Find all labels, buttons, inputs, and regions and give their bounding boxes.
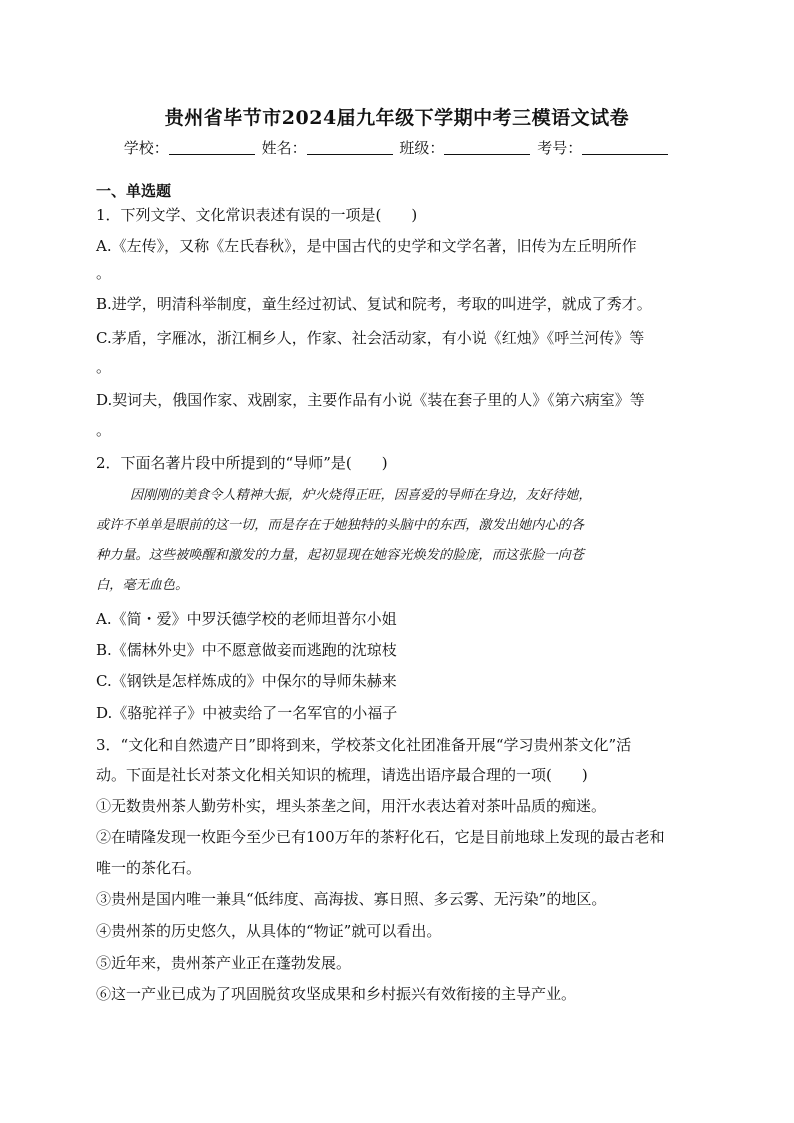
- q2-passage-line-4: 白，毫无血色。: [96, 578, 189, 593]
- q3-sentence-4: ④贵州茶的历史悠久，从具体的“物证”就可以看出。: [96, 922, 442, 940]
- name-blank[interactable]: [307, 139, 393, 155]
- student-info-row: [0, 137, 794, 158]
- q1-stem: 1．下列文学、文化常识表述有误的一项是( ): [96, 206, 418, 224]
- q1-option-c-cont: 。: [96, 358, 112, 376]
- q2-passage-line-2: 或许不单单是眼前的这一切，而是存在于她独特的头脑中的东西，激发出她内心的各: [96, 518, 584, 533]
- school-label: 学校：: [123, 139, 169, 157]
- q2-passage-line-1: 因刚刚的美食令人精神大振，炉火烧得正旺，因喜爱的导师在身边，友好待她，: [130, 488, 592, 503]
- exam-number-label: 考号：: [537, 139, 583, 157]
- q1-option-a-cont: 。: [96, 264, 112, 282]
- q1-option-d: D.契诃夫，俄国作家、戏剧家，主要作品有小说《装在套子里的人》《第六病室》等: [96, 391, 645, 409]
- name-label: 姓名：: [261, 139, 307, 157]
- q3-sentence-1: ①无数贵州茶人勤劳朴实，埋头茶垄之间，用汗水表达着对茶叶品质的痴迷。: [96, 797, 607, 815]
- q3-sentence-2: ②在晴隆发现一枚距今至少已有100万年的茶籽化石，它是目前地球上发现的最古老和: [96, 828, 665, 846]
- q2-option-c: C.《钢铁是怎样炼成的》中保尔的导师朱赫来: [96, 672, 397, 690]
- q2-option-b: B.《儒林外史》中不愿意做妾而逃跑的沈琼枝: [96, 641, 397, 659]
- exam-number-blank[interactable]: [582, 139, 668, 155]
- q3-sentence-2-cont: 唯一的茶化石。: [96, 859, 202, 877]
- q1-option-c: C.茅盾，字雁冰，浙江桐乡人，作家、社会活动家，有小说《红烛》《呼兰河传》等: [96, 329, 645, 347]
- q1-option-a: A.《左传》，又称《左氏春秋》，是中国古代的史学和文学名著，旧传为左丘明所作: [96, 237, 637, 255]
- q2-passage-line-3: 种力量。这些被唤醒和激发的力量，起初显现在她容光焕发的脸庞，而这张脸一向苍: [96, 548, 584, 563]
- school-blank[interactable]: [169, 139, 255, 155]
- class-blank[interactable]: [444, 139, 530, 155]
- q2-stem: 2．下面名著片段中所提到的“导师”是( ): [96, 454, 388, 472]
- q3-sentence-5: ⑤近年来，贵州茶产业正在蓬勃发展。: [96, 954, 352, 972]
- exam-title: 贵州省毕节市2024届九年级下学期中考三模语文试卷: [164, 107, 630, 129]
- q2-option-a: A.《简・爱》中罗沃德学校的老师坦普尔小姐: [96, 610, 397, 628]
- q3-stem-line-2: 动。下面是社长对茶文化相关知识的梳理，请选出语序最合理的一项( ): [96, 766, 588, 784]
- section-heading: 一、单选题: [96, 182, 172, 200]
- q3-sentence-3: ③贵州是国内唯一兼具“低纬度、高海拔、寡日照、多云雾、无污染”的地区。: [96, 890, 607, 908]
- q3-sentence-6: ⑥这一产业已成为了巩固脱贫攻坚成果和乡村振兴有效衔接的主导产业。: [96, 985, 577, 1003]
- q1-option-b: B.进学，明清科举制度，童生经过初试、复试和院考，考取的叫进学，就成了秀才。: [96, 295, 652, 313]
- q2-option-d: D.《骆驼祥子》中被卖给了一名军官的小福子: [96, 704, 398, 722]
- class-label: 班级：: [399, 139, 445, 157]
- q1-option-d-cont: 。: [96, 421, 112, 439]
- q3-stem-line-1: 3．“文化和自然遗产日”即将到来，学校茶文化社团准备开展“学习贵州茶文化”活: [96, 736, 632, 754]
